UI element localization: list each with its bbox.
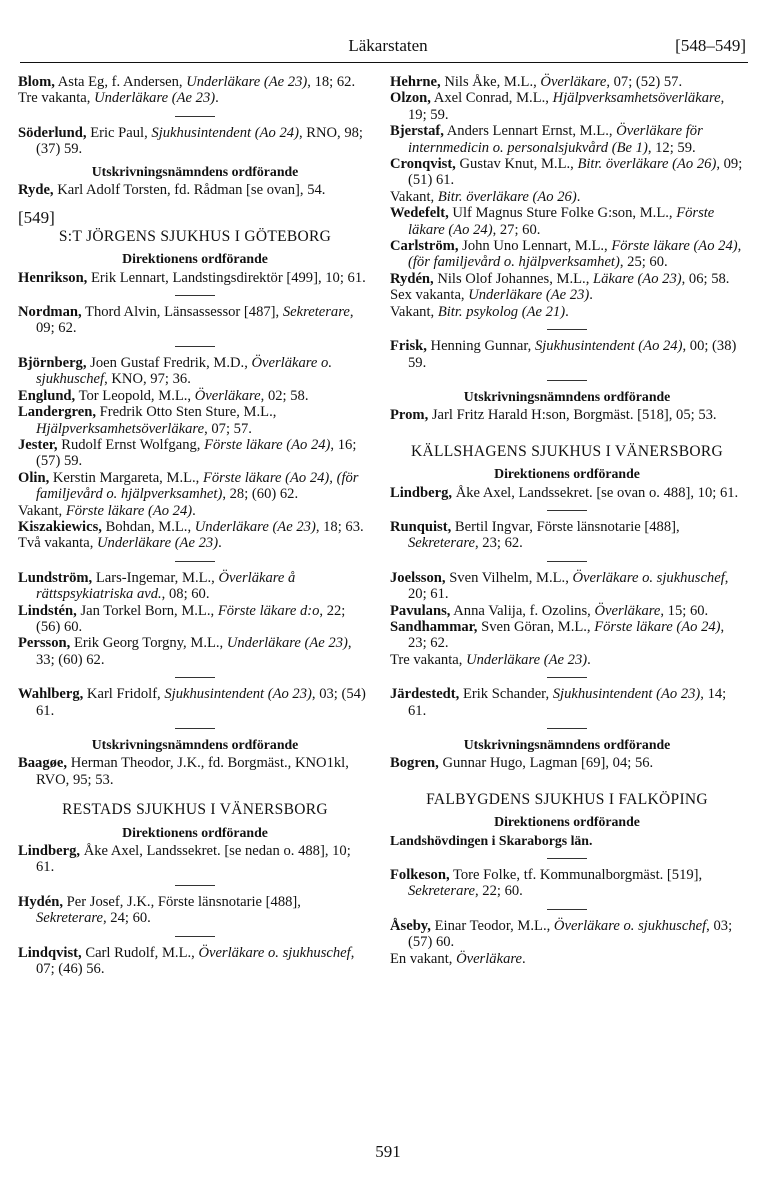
- separator: [175, 116, 215, 117]
- separator: [547, 329, 587, 330]
- section-subheading: Direktionens ordförande: [122, 824, 268, 840]
- section-subheading: Utskrivningsnämndens ordförande: [91, 163, 299, 179]
- separator: [175, 728, 215, 729]
- entry: Kiszakiewics, Bohdan, M.L., Underläkare (Ae 23), 18; 63.: [18, 518, 364, 535]
- entry: Blom, Asta Eg, f. Andersen, Underläkare (Ae 23), 18; 62.: [18, 74, 356, 90]
- entry: Carlström, John Uno Lennart, M.L., Förste läkare (Ao 24), (för familjevård o. hjälpverksamhet), 25; 60.: [390, 238, 742, 271]
- separator: [547, 561, 587, 562]
- entry: Lundström, Lars-Ingemar, M.L., Överläkare å rättspsykiatriska avd., 08; 60.: [18, 569, 296, 603]
- running-header-title: Läkarstaten: [348, 36, 428, 55]
- separator: [175, 936, 215, 937]
- entry: Söderlund, Eric Paul, Sjukhusintendent (Ao 24), RNO, 98; (37) 59.: [18, 124, 363, 158]
- separator: [547, 858, 587, 859]
- entry: Hydén, Per Josef, J.K., Förste länsnotarie [488], Sekreterare, 24; 60.: [18, 893, 301, 927]
- entry: Lindberg, Åke Axel, Landssekret. [se nedan o. 488], 10; 61.: [18, 843, 351, 876]
- entry: Sandhammar, Sven Göran, M.L., Förste läkare (Ao 24), 23; 62.: [390, 618, 725, 652]
- separator: [547, 380, 587, 381]
- section-subheading: Utskrivningsnämndens ordförande: [463, 388, 671, 404]
- separator: [175, 677, 215, 678]
- entry: Cronqvist, Gustav Knut, M.L., Bitr. överläkare (Ao 26), 09; (51) 61.: [390, 156, 743, 189]
- entry: Runquist, Bertil Ingvar, Förste länsnotarie [488], Sekreterare, 23; 62.: [390, 518, 680, 552]
- separator: [547, 677, 587, 678]
- entry: Baagøe, Herman Theodor, J.K., fd. Borgmäst., KNO1kl, RVO, 95; 53.: [18, 755, 349, 788]
- entry: Ryde, Karl Adolf Torsten, fd. Rådman [se ovan], 54.: [18, 182, 326, 199]
- hospital-heading: KÄLLSHAGENS SJUKHUS I VÄNERSBORG: [410, 442, 724, 460]
- entry: Prom, Jarl Fritz Harald H:son, Borgmäst. [518], 05; 53.: [390, 407, 717, 424]
- entry: Folkeson, Tore Folke, tf. Kommunalborgmäst. [519], Sekreterare, 22; 60.: [390, 867, 703, 900]
- left-column: [18, 74, 372, 977]
- section-subheading: Direktionens ordförande: [494, 814, 640, 830]
- section-number: [549]: [18, 208, 55, 228]
- entry: Sex vakanta, Underläkare (Ae 23).: [390, 287, 593, 304]
- entry: Rydén, Nils Olof Johannes, M.L., Läkare (Ao 23), 06; 58.: [390, 270, 730, 287]
- right-column: [390, 74, 744, 967]
- entry: Persson, Erik Georg Torgny, M.L., Underläkare (Ae 23), 33; (60) 62.: [18, 635, 352, 668]
- entry: Pavulans, Anna Valija, f. Ozolins, Överläkare, 15; 60.: [390, 602, 709, 619]
- section-subheading: Landshövdingen i Skaraborgs län.: [390, 832, 593, 848]
- entry: Bogren, Gunnar Hugo, Lagman [69], 04; 56.: [390, 755, 654, 772]
- entry: Olin, Kerstin Margareta, M.L., Förste läkare (Ao 24), (för familjevård o. hjälpverksamhet), 28; (60) 62.: [18, 469, 359, 503]
- entry: Vakant, Förste läkare (Ao 24).: [18, 502, 196, 519]
- entry: Olzon, Axel Conrad, M.L., Hjälpverksamhetsöverläkare, 19; 59.: [390, 90, 725, 123]
- section-subheading: Utskrivningsnämndens ordförande: [91, 737, 299, 752]
- separator: [547, 909, 587, 910]
- hospital-heading: RESTADS SJUKHUS I VÄNERSBORG: [62, 801, 328, 819]
- entry: Tre vakanta, Underläkare (Ae 23).: [390, 651, 591, 668]
- entry: Vakant, Bitr. överläkare (Ao 26).: [390, 188, 581, 205]
- header-rule: [20, 62, 748, 63]
- entry: Englund, Tor Leopold, M.L., Överläkare, 02; 58.: [18, 387, 309, 404]
- entry: Hehrne, Nils Åke, M.L., Överläkare, 07; (52) 57.: [390, 74, 683, 90]
- entry: Vakant, Bitr. psykolog (Ae 21).: [390, 303, 569, 320]
- page-number: 591: [375, 1142, 401, 1161]
- page-range: [548–549]: [675, 36, 746, 55]
- separator: [175, 885, 215, 886]
- hospital-heading: FALBYGDENS SJUKHUS I FALKÖPING: [426, 790, 708, 808]
- entry: Joelsson, Sven Vilhelm, M.L., Överläkare o. sjukhuschef, 20; 61.: [390, 569, 729, 603]
- entry: Nordman, Thord Alvin, Länsassessor [487], Sekreterare, 09; 62.: [18, 304, 354, 337]
- separator: [175, 295, 215, 296]
- section-subheading: Direktionens ordförande: [122, 251, 268, 267]
- entry: Två vakanta, Underläkare (Ae 23).: [18, 535, 222, 552]
- entry: Bjerstaf, Anders Lennart Ernst, M.L., Överläkare för internmedicin o. personalsjukvård (Be 1), 12; 59.: [390, 123, 703, 156]
- entry: Frisk, Henning Gunnar, Sjukhusintendent (Ao 24), 00; (38) 59.: [390, 338, 737, 371]
- entry: Björnberg, Joen Gustaf Fredrik, M.D., Överläkare o. sjukhuschef, KNO, 97; 36.: [18, 354, 333, 388]
- entry: Lindberg, Åke Axel, Landssekret. [se ovan o. 488], 10; 61.: [390, 484, 739, 501]
- section-subheading: Utskrivningsnämndens ordförande: [463, 737, 671, 752]
- section-subheading: Direktionens ordförande: [494, 466, 640, 482]
- entry: Henrikson, Erik Lennart, Landstingsdirektör [499], 10; 61.: [18, 269, 366, 286]
- entry: Tre vakanta, Underläkare (Ae 23).: [18, 90, 219, 107]
- entry: Järdestedt, Erik Schander, Sjukhusintendent (Ao 23), 14; 61.: [390, 686, 727, 719]
- entry: Åseby, Einar Teodor, M.L., Överläkare o. sjukhuschef, 03; (57) 60.: [390, 917, 733, 951]
- hospital-heading: S:T JÖRGENS SJUKHUS I GÖTEBORG: [58, 227, 332, 245]
- separator: [175, 346, 215, 347]
- separator: [547, 510, 587, 511]
- separator: [175, 561, 215, 562]
- entry: Wahlberg, Karl Fridolf, Sjukhusintendent (Ao 23), 03; (54) 61.: [18, 686, 366, 719]
- entry: Jester, Rudolf Ernst Wolfgang, Förste läkare (Ao 24), 16; (57) 59.: [18, 436, 357, 470]
- entry: Lindqvist, Carl Rudolf, M.L., Överläkare o. sjukhuschef, 07; (46) 56.: [18, 944, 355, 978]
- entry: Wedefelt, Ulf Magnus Sture Folke G:son, M.L., Förste läkare (Ao 24), 27; 60.: [390, 205, 715, 238]
- separator: [547, 728, 587, 729]
- entry: En vakant, Överläkare.: [390, 950, 526, 967]
- entry: Landergren, Fredrik Otto Sten Sture, M.L., Hjälpverksamhetsöverläkare, 07; 57.: [18, 404, 277, 437]
- entry: Lindstén, Jan Torkel Born, M.L., Förste läkare d:o, 22; (56) 60.: [18, 602, 346, 635]
